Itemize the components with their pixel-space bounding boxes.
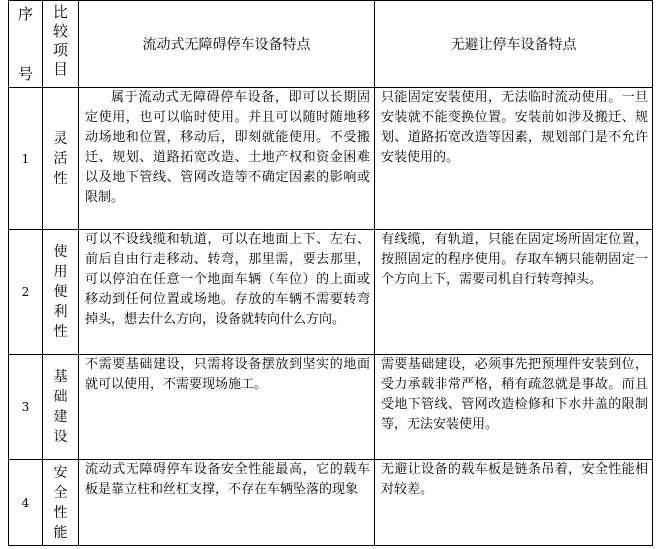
row-item-char: 能 — [53, 524, 68, 541]
table-row — [9, 460, 653, 546]
row-item-char: 用 — [53, 264, 68, 280]
row-item-char: 便 — [53, 284, 68, 300]
row-item-char: 活 — [53, 150, 68, 167]
header-serial-bottom-char: 号 — [17, 65, 33, 83]
row-item — [43, 230, 79, 355]
row-item-char: 性 — [53, 504, 68, 521]
header-item-char: 目 — [52, 60, 68, 78]
header-item-char: 项 — [52, 41, 68, 59]
row-item-char: 安 — [53, 464, 68, 481]
row-item-char: 设 — [53, 429, 68, 445]
row-mobile-device-text: 属于流动式无障碍停车设备，即可以长期固定使用，也可以临时使用。并且可以随时随地移动场地和位置，移动后，即刻就能使用。不受搬迁、规划、道路拓宽改造、土地产权和资金困难以及地下管线、管网改造等不确定因素的影响或限制。 — [79, 88, 375, 230]
row-no-avoidance-text: 需要基础建设，必须事先把预埋件安装到位，受力承载非常严格，稍有疏忽就是事故。而且受地下管线、管网改造检修和下水井盖的限制等，无法安装使用。 — [375, 355, 653, 460]
row-item — [43, 88, 79, 230]
row-item-char: 使 — [53, 244, 68, 260]
row-item-char: 利 — [53, 304, 68, 320]
row-item-char: 灵 — [53, 130, 68, 147]
row-mobile-device-text: 不需要基础建设，只需将设备摆放到坚实的地面就可以使用，不需要现场施工。 — [79, 355, 375, 460]
row-item-char: 性 — [53, 324, 68, 340]
row-number: 1 — [9, 88, 43, 230]
header-item-char: 较 — [52, 22, 68, 40]
row-item-char: 全 — [53, 484, 68, 501]
row-item-char: 性 — [53, 170, 68, 187]
row-item — [43, 460, 79, 546]
header-serial-number — [9, 1, 43, 88]
comparison-table — [8, 0, 653, 546]
row-mobile-device-text: 可以不设线缆和轨道，可以在地面上下、左右、前后自由行走移动、转弯，那里需，要去那里，可以停泊在任意一个地面车辆（车位）的上面或移动到任何位置或场地。存放的车辆不需要转弯掉头，想去什么方向，设备就转向什么方向。 — [79, 230, 375, 355]
table-row — [9, 230, 653, 355]
row-number: 3 — [9, 355, 43, 460]
row-no-avoidance-text: 有线缆，有轨道，只能在固定场所固定位置，按照固定的程序使用。存取车辆只能朝固定一个方向上下，需要司机自行转弯掉头。 — [375, 230, 653, 355]
table-row — [9, 355, 653, 460]
row-item-char: 础 — [53, 389, 68, 405]
row-no-avoidance-text: 无避让设备的载车板是链条吊着，安全性能相对较差。 — [375, 460, 653, 546]
header-mobile-device-features: 流动式无障碍停车设备特点 — [79, 1, 375, 88]
table-row — [9, 88, 653, 230]
header-comparison-item — [43, 1, 79, 88]
header-no-avoidance-device-features: 无避让停车设备特点 — [375, 1, 653, 88]
row-item-char: 建 — [53, 409, 68, 425]
table-header-row — [9, 1, 653, 88]
row-item-char: 基 — [53, 369, 68, 385]
header-item-char: 比 — [52, 3, 68, 21]
row-no-avoidance-text: 只能固定安装使用，无法临时流动使用。一旦安装就不能变换位置。安装前如涉及搬迁、规划、道路拓宽改造等因素，规划部门是不允许安装使用的。 — [375, 88, 653, 230]
row-number: 4 — [9, 460, 43, 546]
row-number: 2 — [9, 230, 43, 355]
row-mobile-device-text: 流动式无障碍停车设备安全性能最高，它的载车板是靠立柱和丝杠支撑，不存在车辆坠落的现象 — [79, 460, 375, 546]
header-serial-top-char: 序 — [17, 5, 33, 23]
row-item — [43, 355, 79, 460]
